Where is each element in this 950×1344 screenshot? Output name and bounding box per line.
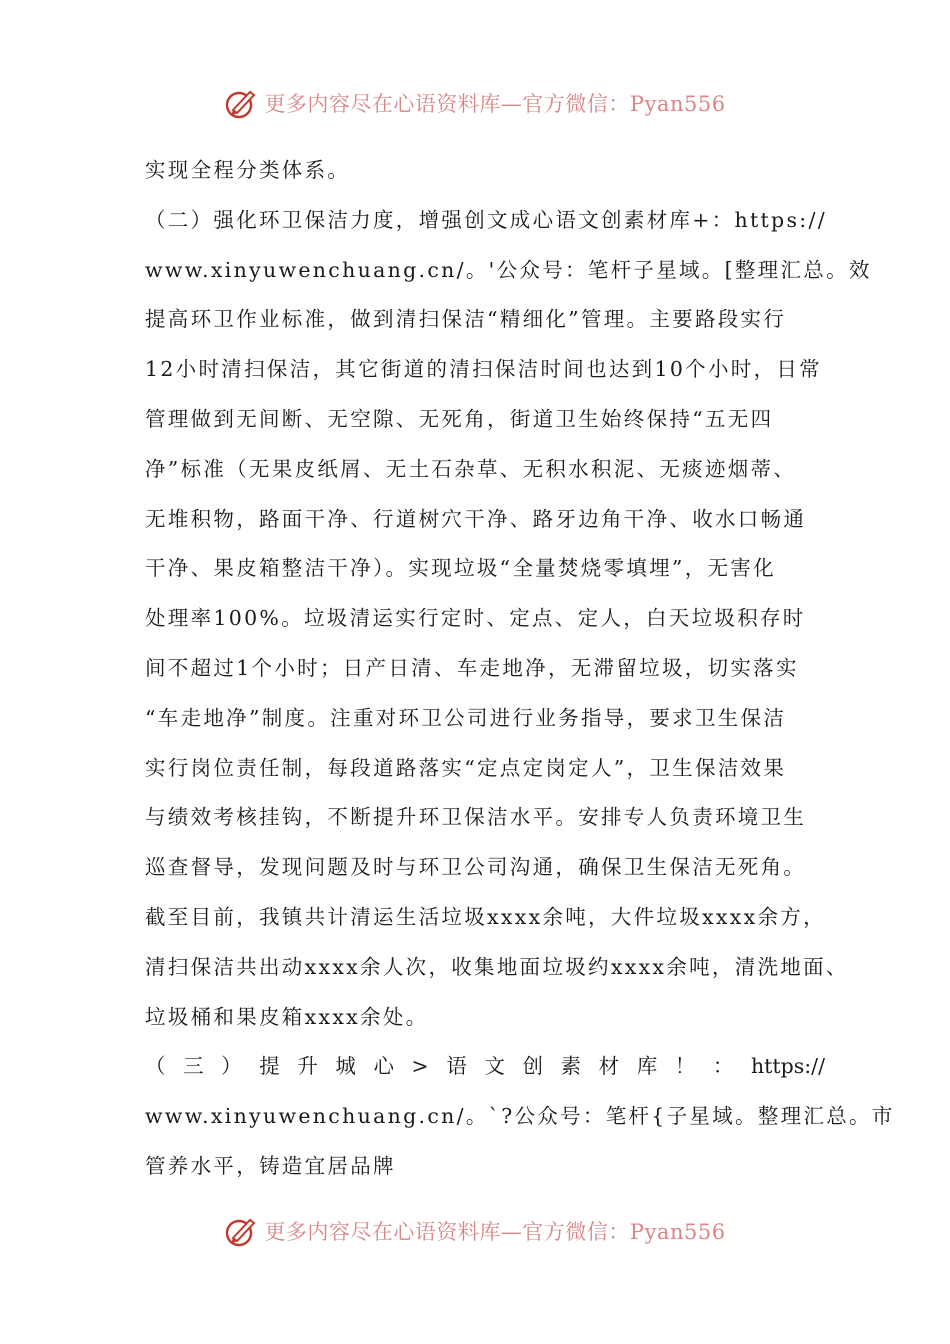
spaced-char: https:// [750,1054,825,1079]
body-line: www.xinyuwenchuang.cn/。'公众号：笔杆子星域。[整理汇总。效 [145,257,872,282]
header-banner-text: 更多内容尽在心语资料库—官方微信：Pyan556 [264,92,726,116]
header-banner [0,83,950,123]
spaced-char: ！ [674,1054,696,1079]
spaced-char: ） [221,1054,242,1079]
spaced-char: 创 [522,1054,543,1079]
body-line-spaced [145,1042,825,1092]
spaced-char: 语 [446,1054,467,1079]
spaced-char: ： [712,1054,734,1079]
body-line: 巡查督导，发现问题及时与环卫公司沟通，确保卫生保洁无死角。 [145,855,807,880]
body-line: 截至目前，我镇共计清运生活垃圾xxxx余吨，大件垃圾xxxx余方， [145,904,826,929]
spaced-char: 文 [484,1054,505,1079]
spaced-char: 材 [598,1054,620,1079]
body-line: www.xinyuwenchuang.cn/。`?公众号：笔杆{子星域。整理汇总。市 [145,1104,895,1129]
spaced-char: 心 [373,1054,394,1079]
body-line: 实行岗位责任制，每段道路落实“定点定岗定人”，卫生保洁效果 [145,755,787,780]
body-line: “车走地净”制度。注重对环卫公司进行业务指导，要求卫生保洁 [145,705,787,730]
pen-logo-icon [224,1214,258,1248]
body-line: 干净、果皮箱整洁干净）。实现垃圾“全量焚烧零填埋”，无害化 [145,556,776,581]
body-line: 管理做到无间断、无空隙、无死角，街道卫生始终保持“五无四 [145,406,774,431]
body-line: 与绩效考核挂钩，不断提升环卫保洁水平。安排专人负责环境卫生 [145,805,807,830]
body-line: 实现全程分类体系。 [145,158,351,182]
body-line: 清扫保洁共出动xxxx余人次，收集地面垃圾约xxxx余吨，清洗地面、 [145,954,849,979]
body-line: 提高环卫作业标准，做到清扫保洁“精细化”管理。主要路段实行 [145,307,787,332]
body-line: 间不超过1个小时；日产日清、车走地净，无滞留垃圾，切实落实 [145,655,799,680]
document-body [145,146,895,1192]
spaced-char: 城 [335,1054,356,1079]
body-line: 12小时清扫保洁，其它街道的清扫保洁时间也达到10个小时，日常 [145,357,822,382]
spaced-char: 提 [259,1054,280,1079]
pen-logo-icon [224,86,258,120]
body-line: 管养水平，铸造宜居品牌 [145,1153,396,1178]
spaced-char: 库 [636,1054,658,1079]
spaced-char: > [411,1054,429,1079]
spaced-char: 三 [183,1054,204,1079]
body-line: 无堆积物，路面干净、行道树穴干净、路牙边角干净、收水口畅通 [145,506,807,531]
footer-banner [0,1211,950,1251]
spaced-char: 素 [560,1054,582,1079]
spaced-char: 升 [297,1054,318,1079]
body-line: 处理率100%。垃圾清运实行定时、定点、定人，白天垃圾积存时 [145,606,806,631]
body-line: 垃圾桶和果皮箱xxxx余处。 [145,1004,429,1029]
footer-banner-text: 更多内容尽在心语资料库—官方微信：Pyan556 [264,1220,726,1244]
spaced-char: （ [145,1054,166,1079]
body-line: 净”标准（无果皮纸屑、无土石杂草、无积水积泥、无痰迹烟蒂、 [145,456,797,481]
body-line: （二）强化环卫保洁力度，增强创文成心语文创素材库+：https:// [145,207,827,232]
